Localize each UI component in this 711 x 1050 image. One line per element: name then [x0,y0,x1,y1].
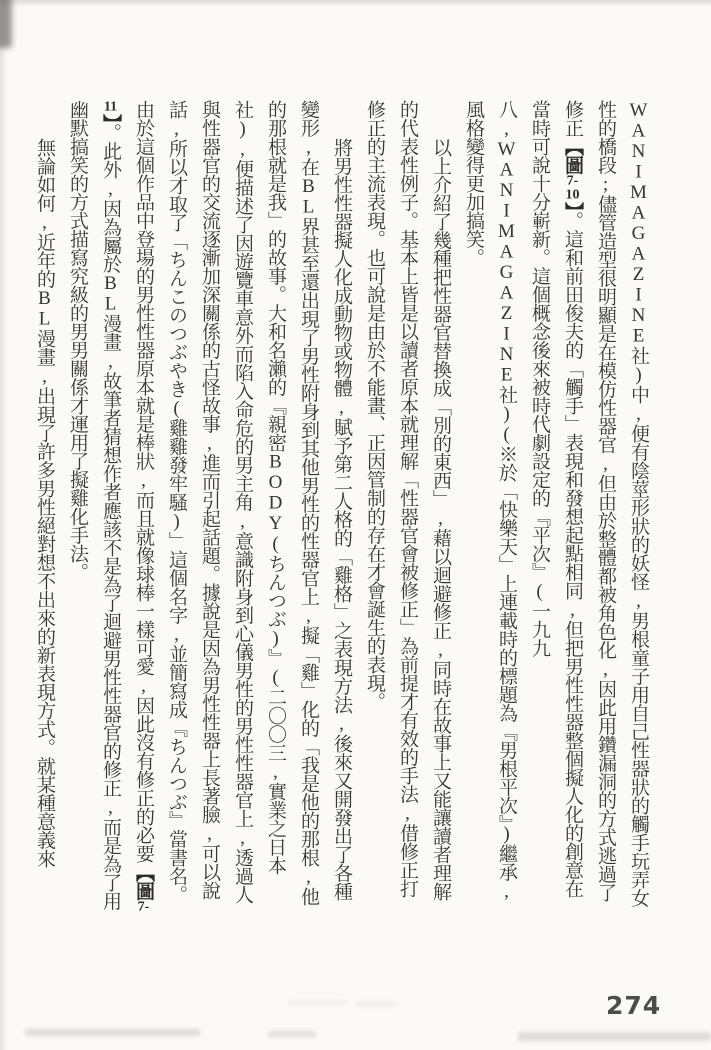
scan-artifact [268,1031,316,1037]
scan-edge-left [0,0,8,1050]
scan-artifact [288,1001,346,1005]
text-run: 。此外,因為屬於BL漫畫,故筆者猜想作者應該不是為了迴避男性性器官的修正,而是為了用幽默搞笑的方式描寫究級的男男關係才運用了擬雞化手法。 [67,100,121,910]
scan-artifact [518,1032,711,1041]
figure-ref: 【圖7-10】 [562,137,583,211]
text-run: 。這和前田俊夫的「觸手」表現和發想起點相同,但把男性性器整個擬人化的創意在當時可說十分嶄新。這個概念後來被時代劇設定的『平次』(一九九八,WANIMAGAZINE社)(※於「快樂天」上連載時的標題為『男根平次』)繼承,風格變得更加搞笑。 [463,100,583,902]
figure-ref-number: 7- [137,899,150,914]
paragraph [358,100,457,914]
figure-ref-number: 7- [566,174,579,188]
text-run: 將男性性器擬人化成動物或物體,賦予第二人格的「雞格」之表現方法,後來又開發出了各種變形,在BL界甚至還出現了男性附身到其他男性的性器官上,擬「雞」化的「我是他的那根,他的那根就是我」的故事。大和名瀨的『親密BODY(ちんつぶ)』(二〇〇三,實業之日本社),便描述了因遊覽車意外而陷入命危的男主角,意識附身到心儀男性的男性性器官上,透過人與性器官的交流逐漸加深關係的古怪故事,進而引起話題。據說是因為男性性器上長著臉,可以說話,所以才取了「ちんこのつぶやき(雞雞發牢騷)」這個名字,並簡寫成『ちんつぶ』當書名。由於這個作品中登場的男性性器原本就是棒狀,而且就像球棒一樣可愛,因此沒有修正的必要 [133,100,352,906]
figure-ref: 【圖7-11】 [100,100,154,914]
page-number: 274 [606,991,662,1020]
figure-ref-number: 11 [103,100,118,114]
paragraph [28,100,61,914]
text-run: 以上介紹了幾種把性器官替換成「別的東西」,藉以迴避修正,同時在故事上又能讓讀者理解的代表性例子。基本上皆是以讀者原本就理解「性器官會被修正」為前提才有效的手法,借修正打修正的主流表現。也可說是由於不能畫、正因管制的存在才會誕生的表現。 [364,100,451,901]
paragraph [457,100,655,914]
scan-artifact-corner [0,0,12,48]
scan-edge-top [0,0,711,7]
scan-artifact [356,1002,398,1006]
text-run: WANIMAGAZINE社)中,便有陰莖形狀的妖怪,男根童子用自己性器狀的觸手玩弄女性的橋段;儘管造型很明顯是在模仿性器官,但由於整體都被角色化,因此用鑽漏洞的方式逃過了修正 [562,100,649,907]
figure-ref-number: 10 [565,188,580,202]
scan-artifact [25,1029,200,1036]
paragraph [61,100,358,914]
vertical-text-block [34,100,655,914]
text-run: 無論如何,近年的BL漫畫,出現了許多男性絕對想不出來的新表現方式。就某種意義來 [34,138,55,868]
